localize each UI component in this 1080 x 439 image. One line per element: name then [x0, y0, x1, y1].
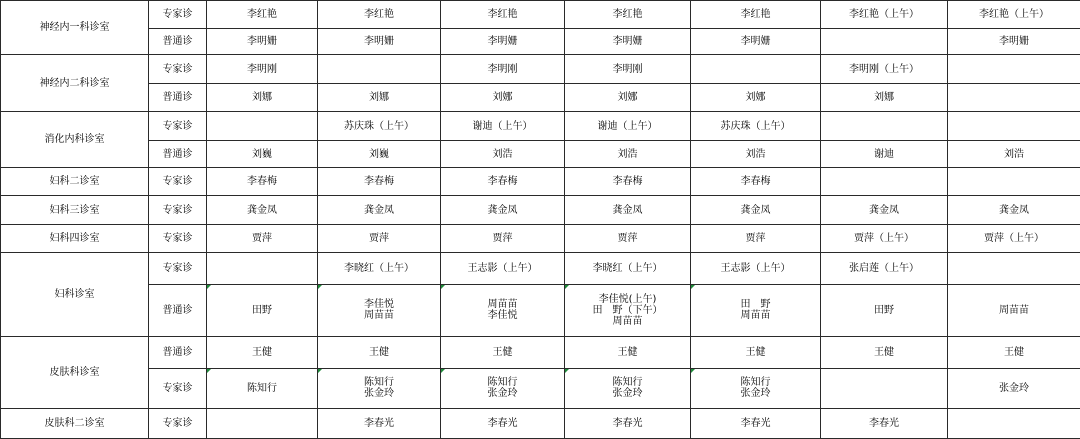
doctor-cell [441, 29, 565, 55]
doctor-cell [565, 55, 691, 84]
doctor-name: 李明姗 [247, 36, 277, 48]
doctor-cell [207, 225, 318, 252]
doctor-cell [207, 1, 318, 29]
doctor-name: 刘浩 [745, 148, 766, 160]
doctor-cell [441, 55, 565, 84]
doctor-cell [691, 84, 821, 112]
doctor-name: 李明刚 [487, 63, 518, 75]
doctor-name: 李红艳（上午） [849, 9, 919, 21]
doctor-name: 龚金凤 [740, 204, 771, 216]
doctor-name: 周苗苗 李佳悦 [487, 299, 518, 322]
doctor-cell [821, 368, 948, 408]
doctor-cell [565, 29, 691, 55]
clinic-type: 普通诊 [149, 29, 207, 55]
doctor-name: 陈知行 张金玲 [487, 377, 518, 400]
department-name: 皮肤科二诊室 [1, 408, 149, 438]
doctor-cell [565, 336, 691, 368]
doctor-name: 李明姗 [740, 36, 771, 48]
doctor-cell [318, 196, 441, 225]
department-name: 妇科二诊室 [1, 168, 149, 196]
doctor-name: 李春梅 [487, 176, 518, 188]
doctor-name: 刘巍 [369, 148, 389, 160]
table-row [1, 112, 1080, 141]
doctor-cell [821, 29, 948, 55]
doctor-name: 周苗苗 [999, 304, 1029, 316]
doctor-name: 李明姗 [612, 36, 643, 48]
doctor-cell [565, 84, 691, 112]
doctor-cell [565, 168, 691, 196]
doctor-cell [441, 112, 565, 141]
department-name: 妇科三诊室 [1, 196, 149, 225]
clinic-type: 专家诊 [149, 252, 207, 284]
table-row [1, 408, 1080, 438]
doctor-name: 王志影（上午） [720, 262, 791, 274]
doctor-cell [948, 141, 1080, 168]
doctor-name: 李春光 [364, 417, 394, 429]
table-row [1, 1, 1080, 29]
doctor-cell [565, 1, 691, 29]
doctor-cell [821, 225, 948, 252]
doctor-cell [948, 112, 1080, 141]
doctor-name: 田野 [252, 304, 272, 316]
doctor-cell [441, 368, 565, 408]
doctor-name: 王健 [617, 346, 638, 358]
doctor-name: 李明姗 [487, 36, 518, 48]
clinic-type: 普通诊 [149, 141, 207, 168]
doctor-cell [207, 141, 318, 168]
clinic-type: 专家诊 [149, 408, 207, 438]
department-name: 神经内二科诊室 [1, 55, 149, 112]
doctor-name: 王志影（上午） [467, 262, 538, 274]
doctor-name: 王健 [745, 346, 766, 358]
doctor-name: 王健 [252, 346, 272, 358]
doctor-name: 李明刚（上午） [849, 63, 919, 75]
clinic-type: 专家诊 [149, 168, 207, 196]
doctor-name: 张启莲（上午） [849, 262, 919, 274]
clinic-type: 专家诊 [149, 112, 207, 141]
doctor-name: 李明刚 [612, 63, 643, 75]
doctor-cell [821, 196, 948, 225]
doctor-name: 刘娜 [492, 92, 513, 104]
doctor-name: 龚金凤 [869, 204, 899, 216]
doctor-cell [207, 29, 318, 55]
doctor-cell [207, 55, 318, 84]
doctor-name: 刘浩 [617, 148, 638, 160]
doctor-name: 陈知行 [247, 382, 277, 394]
doctor-name: 陈知行 张金玲 [364, 377, 394, 400]
doctor-name: 李红艳（上午） [979, 9, 1049, 21]
doctor-cell [821, 84, 948, 112]
table-row [1, 29, 1080, 55]
doctor-name: 李春梅 [740, 176, 771, 188]
doctor-cell [207, 252, 318, 284]
doctor-name: 李明姗 [999, 36, 1029, 48]
doctor-cell [441, 284, 565, 336]
clinic-type: 专家诊 [149, 368, 207, 408]
doctor-cell [318, 284, 441, 336]
doctor-cell [441, 408, 565, 438]
doctor-name: 谢迪（上午） [597, 120, 658, 132]
doctor-name: 刘娜 [252, 92, 272, 104]
doctor-name: 贾萍 [369, 232, 389, 244]
doctor-cell [318, 141, 441, 168]
doctor-cell [318, 368, 441, 408]
doctor-name: 李春光 [740, 417, 771, 429]
table-row [1, 336, 1080, 368]
doctor-cell [948, 408, 1080, 438]
doctor-name: 贾萍（上午） [984, 232, 1044, 244]
doctor-cell [565, 112, 691, 141]
doctor-cell [441, 336, 565, 368]
doctor-cell [207, 84, 318, 112]
department-name: 妇科诊室 [1, 252, 149, 336]
doctor-cell [565, 141, 691, 168]
doctor-name: 陈知行 张金玲 [612, 377, 643, 400]
clinic-type: 专家诊 [149, 1, 207, 29]
doctor-name: 李红艳 [364, 9, 394, 21]
doctor-name: 龚金凤 [487, 204, 518, 216]
doctor-name: 李春光 [869, 417, 899, 429]
doctor-cell [948, 196, 1080, 225]
doctor-cell [691, 1, 821, 29]
doctor-cell [318, 252, 441, 284]
doctor-name: 龚金凤 [247, 204, 277, 216]
doctor-name: 李春光 [612, 417, 643, 429]
clinic-type: 专家诊 [149, 55, 207, 84]
doctor-cell [948, 29, 1080, 55]
doctor-name: 贾萍（上午） [854, 232, 914, 244]
table-row [1, 84, 1080, 112]
table-row [1, 168, 1080, 196]
doctor-name: 李明刚 [247, 63, 277, 75]
doctor-cell [821, 141, 948, 168]
doctor-cell [691, 29, 821, 55]
doctor-name: 陈知行 张金玲 [740, 377, 771, 400]
clinic-type: 专家诊 [149, 196, 207, 225]
clinic-type: 普通诊 [149, 336, 207, 368]
doctor-name: 贾萍 [617, 232, 638, 244]
doctor-cell [948, 55, 1080, 84]
doctor-cell [565, 196, 691, 225]
doctor-cell [821, 112, 948, 141]
doctor-name: 李春梅 [247, 176, 277, 188]
doctor-cell [948, 336, 1080, 368]
doctor-cell [441, 84, 565, 112]
doctor-cell [948, 84, 1080, 112]
doctor-cell [821, 1, 948, 29]
table-row [1, 225, 1080, 252]
doctor-cell [821, 252, 948, 284]
doctor-name: 李晓红（上午） [592, 262, 663, 274]
doctor-name: 苏庆珠（上午） [344, 120, 414, 132]
doctor-name: 李春梅 [364, 176, 394, 188]
doctor-name: 谢迪（上午） [472, 120, 533, 132]
clinic-type: 普通诊 [149, 84, 207, 112]
doctor-name: 刘娜 [874, 92, 894, 104]
doctor-name: 李春梅 [612, 176, 643, 188]
doctor-cell [318, 168, 441, 196]
doctor-cell [691, 336, 821, 368]
doctor-cell [691, 168, 821, 196]
table-row [1, 368, 1080, 408]
doctor-name: 李佳悦(上午) 田 野（下午） 周苗苗 [592, 293, 663, 327]
doctor-name: 李春光 [487, 417, 518, 429]
department-name: 神经内一科诊室 [1, 1, 149, 55]
doctor-cell [565, 252, 691, 284]
doctor-name: 龚金凤 [364, 204, 394, 216]
doctor-cell [207, 196, 318, 225]
doctor-name: 王健 [1004, 346, 1024, 358]
doctor-cell [565, 284, 691, 336]
table-row [1, 252, 1080, 284]
doctor-name: 李红艳 [612, 9, 643, 21]
doctor-cell [691, 225, 821, 252]
doctor-cell [207, 168, 318, 196]
doctor-name: 李红艳 [487, 9, 518, 21]
doctor-cell [691, 408, 821, 438]
doctor-cell [565, 408, 691, 438]
doctor-name: 王健 [492, 346, 513, 358]
doctor-cell [821, 284, 948, 336]
doctor-cell [441, 1, 565, 29]
clinic-type: 专家诊 [149, 225, 207, 252]
doctor-name: 李明姗 [364, 36, 394, 48]
doctor-name: 刘浩 [1004, 148, 1024, 160]
doctor-cell [318, 1, 441, 29]
doctor-name: 田野 [874, 304, 894, 316]
doctor-name: 张金玲 [999, 382, 1029, 394]
department-name: 妇科四诊室 [1, 225, 149, 252]
department-name: 消化内科诊室 [1, 112, 149, 168]
doctor-cell [207, 368, 318, 408]
doctor-cell [318, 112, 441, 141]
doctor-cell [565, 225, 691, 252]
doctor-cell [691, 196, 821, 225]
doctor-cell [207, 336, 318, 368]
doctor-cell [821, 168, 948, 196]
doctor-cell [318, 84, 441, 112]
doctor-cell [948, 252, 1080, 284]
doctor-cell [318, 29, 441, 55]
doctor-cell [948, 284, 1080, 336]
doctor-cell [691, 252, 821, 284]
doctor-name: 贾萍 [745, 232, 766, 244]
doctor-name: 刘浩 [492, 148, 513, 160]
doctor-name: 刘巍 [252, 148, 272, 160]
doctor-name: 李佳悦 周苗苗 [364, 299, 394, 322]
doctor-cell [441, 168, 565, 196]
doctor-cell [691, 284, 821, 336]
doctor-cell [318, 336, 441, 368]
table-row [1, 141, 1080, 168]
doctor-name: 王健 [369, 346, 389, 358]
doctor-name: 龚金凤 [612, 204, 643, 216]
doctor-cell [948, 225, 1080, 252]
doctor-cell [948, 368, 1080, 408]
doctor-name: 谢迪 [874, 148, 894, 160]
doctor-name: 苏庆珠（上午） [720, 120, 791, 132]
table-row [1, 284, 1080, 336]
doctor-cell [565, 368, 691, 408]
doctor-name: 刘娜 [369, 92, 389, 104]
doctor-cell [691, 112, 821, 141]
schedule-body [1, 1, 1080, 439]
doctor-name: 王健 [874, 346, 894, 358]
doctor-name: 刘娜 [617, 92, 638, 104]
table-row [1, 55, 1080, 84]
doctor-cell [441, 252, 565, 284]
doctor-name: 贾萍 [252, 232, 272, 244]
doctor-cell [948, 1, 1080, 29]
doctor-cell [691, 141, 821, 168]
doctor-name: 李红艳 [740, 9, 771, 21]
doctor-cell [207, 408, 318, 438]
doctor-name: 李红艳 [247, 9, 277, 21]
doctor-name: 李晓红（上午） [344, 262, 414, 274]
doctor-cell [691, 368, 821, 408]
doctor-cell [691, 55, 821, 84]
doctor-cell [821, 336, 948, 368]
doctor-name: 刘娜 [745, 92, 766, 104]
doctor-cell [318, 408, 441, 438]
doctor-cell [821, 55, 948, 84]
doctor-cell [821, 408, 948, 438]
department-name: 皮肤科诊室 [1, 336, 149, 408]
doctor-cell [441, 225, 565, 252]
doctor-cell [318, 225, 441, 252]
doctor-name: 贾萍 [492, 232, 513, 244]
doctor-cell [318, 55, 441, 84]
table-row [1, 196, 1080, 225]
doctor-name: 田 野 周苗苗 [740, 299, 771, 322]
doctor-cell [948, 168, 1080, 196]
clinic-type: 普通诊 [149, 284, 207, 336]
doctor-cell [207, 112, 318, 141]
doctor-cell [441, 196, 565, 225]
doctor-cell [441, 141, 565, 168]
doctor-name: 龚金凤 [999, 204, 1029, 216]
doctor-cell [207, 284, 318, 336]
